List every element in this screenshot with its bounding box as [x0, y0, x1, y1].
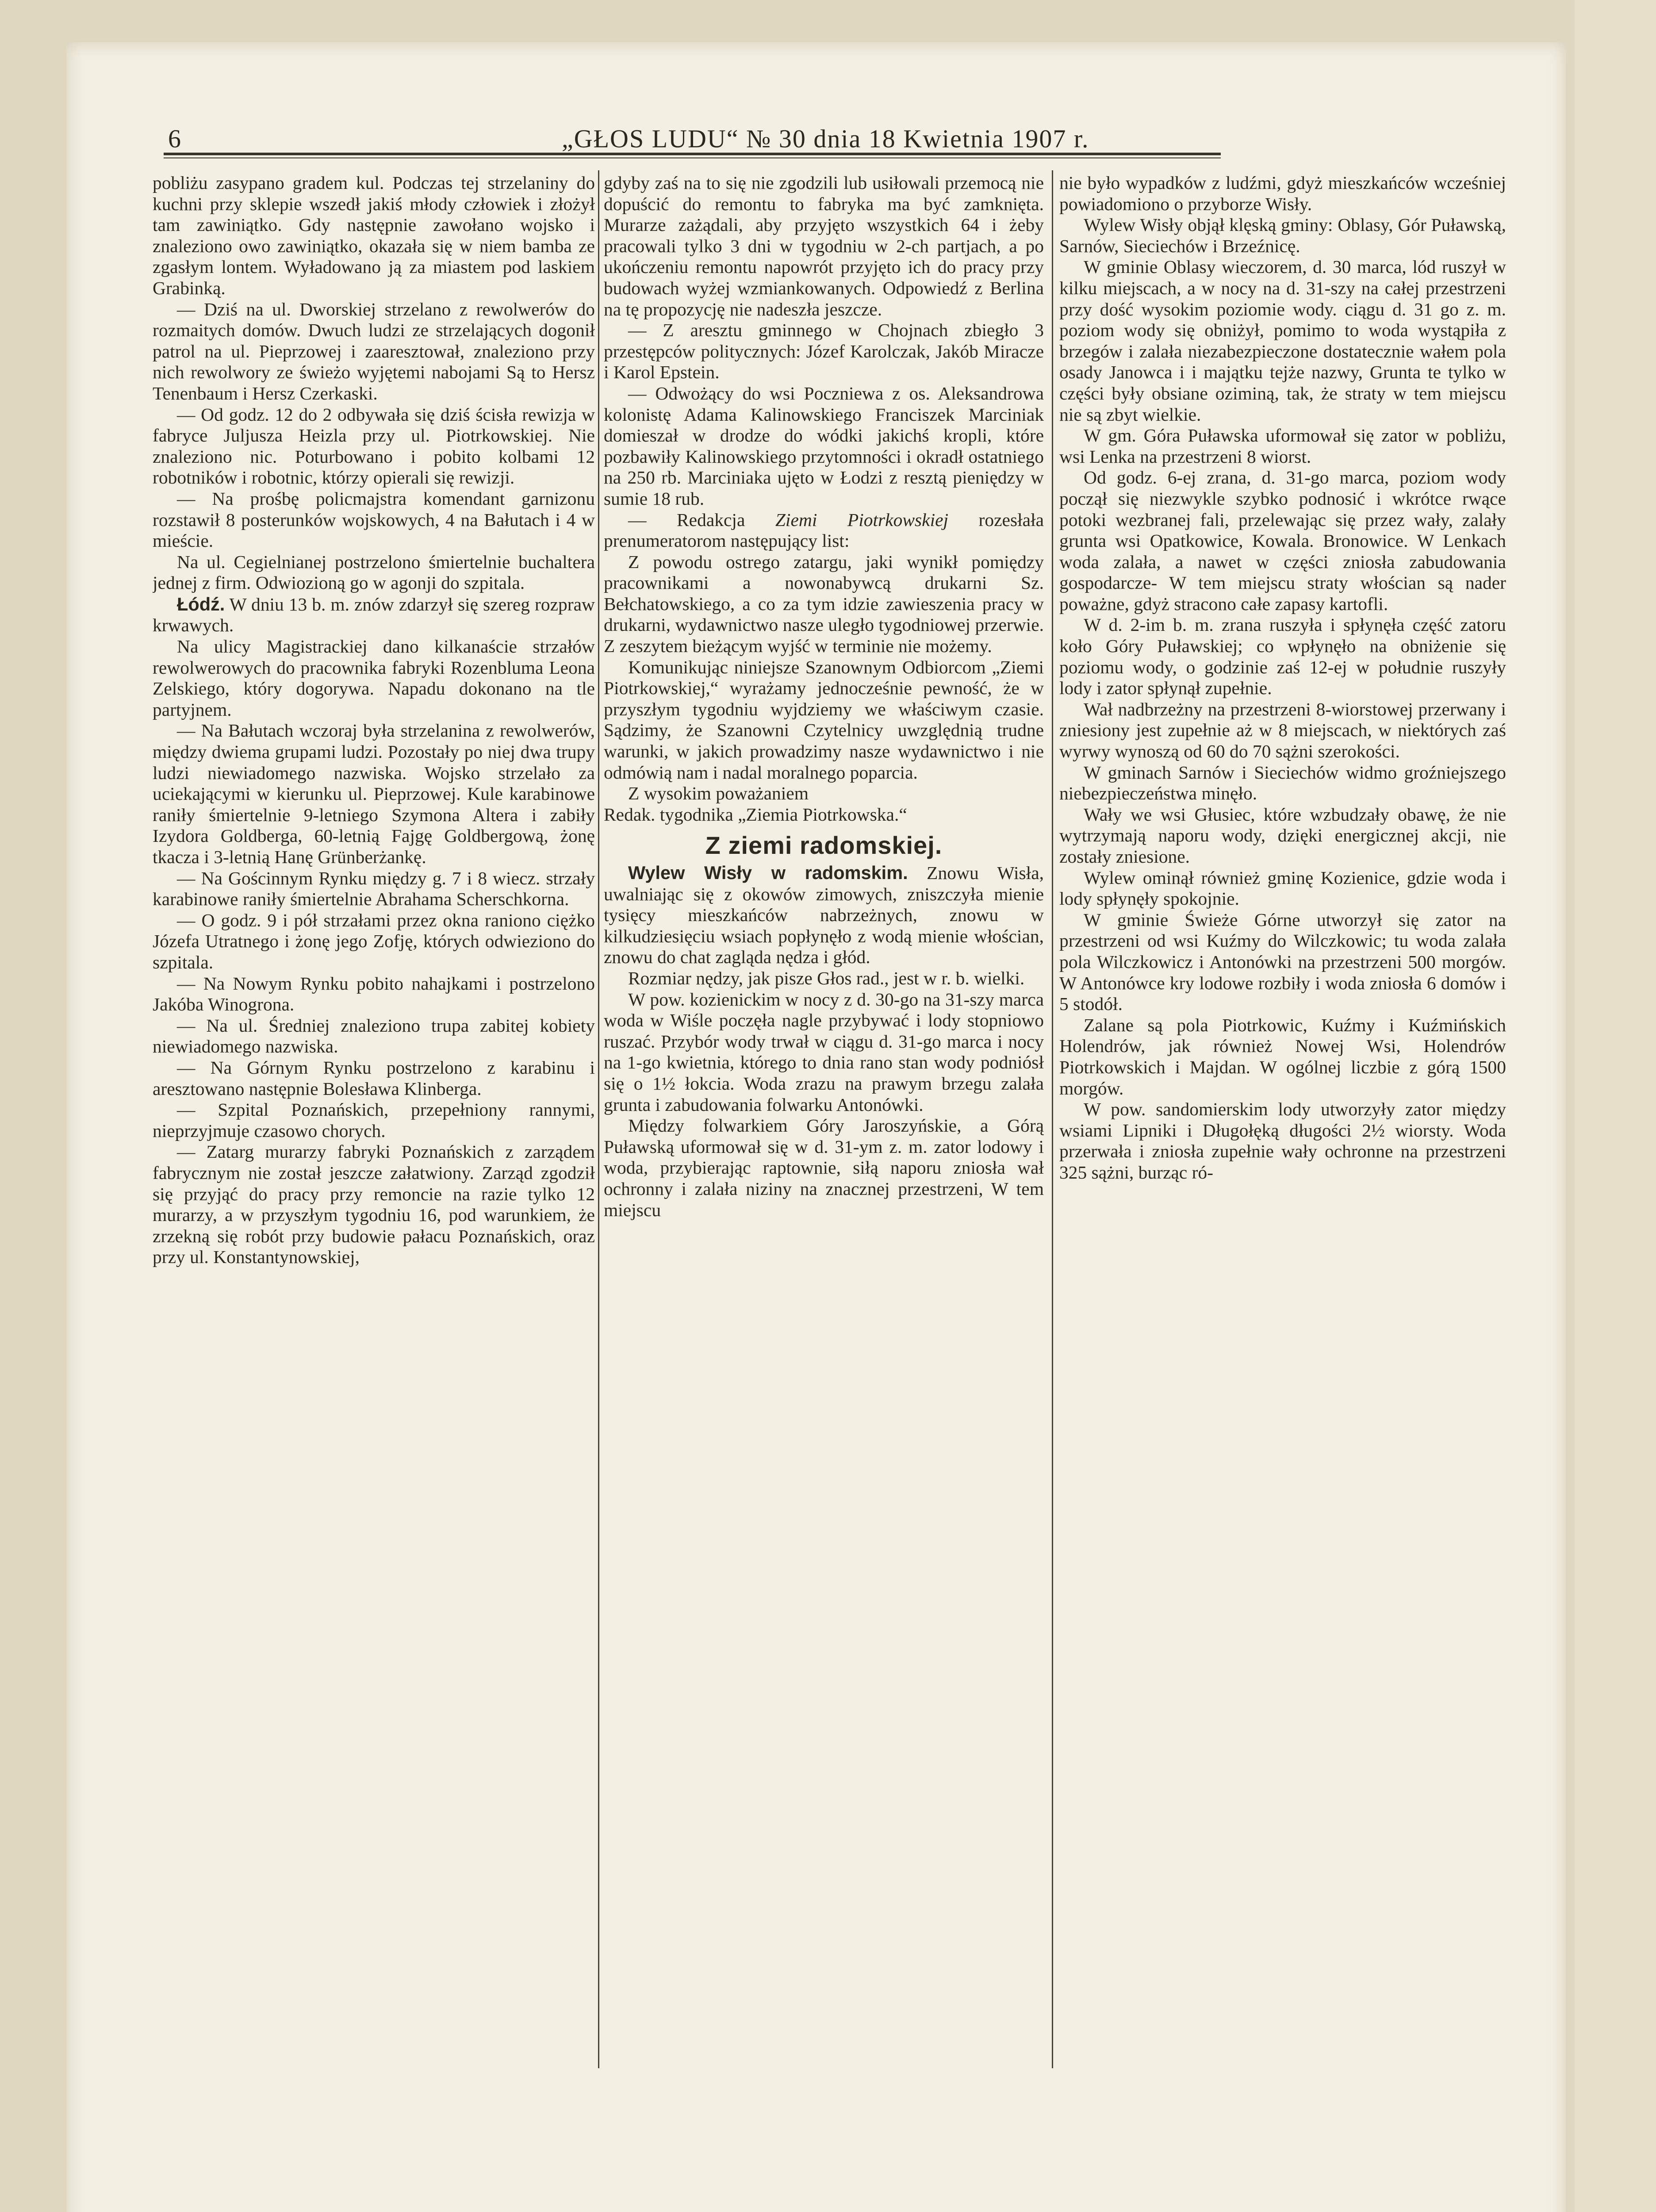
paragraph-text: Znowu Wisła, uwalniając się z okowów zimowych, zniszczyła mienie tysięcy mieszkańców nabrzeżnych, znowu w kilkudziesięciu wsiach popłynęło z wodą mienie włościan, znowu do chat zagląda nędza i głód.	[604, 863, 1044, 968]
article-paragraph	[153, 868, 595, 910]
article-paragraph	[1059, 1015, 1506, 1099]
paragraph-text: Rozmiar nędzy, jak pisze Głos rad., jest w r. b. wielki.	[628, 968, 1025, 988]
paragraph-text: Z powodu ostrego zatargu, jaki wynikł pomiędzy pracownikami a nowonabywcą drukarni Sz. Bełchatowskiego, a co za tym idzie zawieszenia pracy w drukarni, wydawnictwo nasze uległo tygodniowej przerwie. Z zeszytem bieżącym wyjść w terminie nie możemy.	[604, 551, 1044, 657]
article-paragraph	[1059, 173, 1506, 215]
paragraph-text: — Dziś na ul. Dworskiej strzelano z rewolwerów do rozmaitych domów. Dwuch ludzi ze strzelających dogonił patrol na ul. Pieprzowej i zaaresztował, znaleziono przy nich rewolwory ze świeżo wyjętemi nabojami Są to Hersz Tenenbaum i Hersz Czerkaski.	[153, 299, 595, 403]
paragraph-text: Na ulicy Magistrackiej dano kilkanaście strzałów rewolwerowych do pracownika fabryki Rozenbluma Leona Zelskiego, który dogorywa. Napadu dokonano na tle partyjnem.	[153, 636, 595, 720]
article-paragraph	[153, 173, 595, 299]
paragraph-text: W dniu 13 b. m. znów zdarzył się szereg rozpraw krwawych.	[153, 594, 595, 636]
paragraph-text: Wylew Wisły objął klęską gminy: Oblasy, Gór Puławską, Sarnów, Sieciechów i Brzeźnicę.	[1059, 215, 1506, 256]
paragraph-text: gdyby zaś na to się nie zgodzili lub usiłowali przemocą nie dopuścić do remontu to fabryka ma być zamknięta. Murarze zażądali, aby przyjęto wszystkich 64 i żeby pracowali tylko 3 dni w tygodniu w 2-ch partjach, a po ukończeniu remontu napowrót przyjęto ich do pracy przy budowach wyżej wzmiankowanych. Odpowiedź z Berlina na tę propozycję nie nadeszła jeszcze.	[604, 173, 1044, 319]
paragraph-text: Wały we wsi Głusiec, które wzbudzały obawę, że nie wytrzymają naporu wody, dzięki energicznej akcji, nie zostały zniesione.	[1059, 804, 1506, 867]
paragraph-text: W pow. kozienickim w nocy z d. 30-go na 31-szy marca woda w Wiśle poczęła nagle przybywać i lody stopniowo ruszać. Przybór wody trwał w ciągu d. 31-go marca i nocy na 1-go kwietnia, którego to dnia rano stan wody podniósł się o 1½ łokcia. Woda zrazu na prawym brzegu zalała grunta i zabudowania folwarku Antonówki.	[604, 989, 1044, 1115]
masthead-title: „GŁOS LUDU“ № 30 dnia 18 Kwietnia 1907 r.	[562, 124, 1089, 153]
article-paragraph	[153, 1057, 595, 1099]
article-paragraph	[153, 1015, 595, 1057]
article-paragraph	[1059, 868, 1506, 910]
column-divider	[1052, 170, 1053, 2068]
article-paragraph	[604, 804, 1044, 826]
paragraph-text: — Z aresztu gminnego w Chojnach zbiegło 3 przestępców politycznych: Józef Karolczak, Jakób Miracze i Karol Epstein.	[604, 320, 1044, 383]
article-paragraph	[604, 862, 1044, 968]
column-divider	[598, 170, 599, 2068]
paragraph-text: — Zatarg murarzy fabryki Poznańskich z zarządem fabrycznym nie został jeszcze załatwiony. Zarząd zgodził się przyjąć do pracy przy remoncie na razie tylko 12 murarzy, a w przyszłym tygodniu 16, pod warunkiem, że zrzekną się robót przy budowie pałacu Poznańskich, oraz przy ul. Konstantynowskiej,	[153, 1141, 595, 1267]
article-paragraph	[604, 173, 1044, 320]
article-paragraph	[153, 594, 595, 636]
paragraph-text-rest: rozesłała prenumeratorom następujący list:	[604, 509, 1044, 551]
article-paragraph	[1059, 257, 1506, 425]
article-paragraph	[153, 910, 595, 973]
article-paragraph	[1059, 762, 1506, 804]
paragraph-text: Na ul. Cegielnianej postrzelono śmiertelnie buchaltera jednej z firm. Odwiozioną go w agonji do szpitala.	[153, 551, 595, 593]
paragraph-text: Z wysokim poważaniem	[628, 783, 809, 804]
article-paragraph	[1059, 699, 1506, 762]
paragraph-text: W gm. Góra Puławska uformował się zator w pobliżu, wsi Lenka na przestrzeni 8 wiorst.	[1059, 425, 1506, 467]
article-paragraph	[153, 720, 595, 868]
article-paragraph	[604, 783, 1044, 804]
paragraph-text: W gminach Sarnów i Sieciechów widmo groźniejszego niebezpieczeństwa minęło.	[1059, 762, 1506, 804]
paragraph-text: — Na Bałutach wczoraj była strzelanina z rewolwerów, między dwiema grupami ludzi. Pozostały po niej dwa trupy ludzi niewiadomego nazwiska. Wojsko strzelało za uciekającymi w kierunku ul. Pieprzowej. Kule karabinowe raniły śmiertelnie 9-letniego Szymona Altera i zabiły Izydora Goldberga, 60-letnią Fajgę Goldbergową, żonę tkacza i 3-letnią Hanę Grünberżankę.	[153, 720, 595, 867]
paragraph-text: — Odwożący do wsi Poczniewa z os. Aleksandrowa kolonistę Adama Kalinowskiego Franciszek Marciniak domieszał w drodze do wódki jakichś kropli, które pozbawiły Kalinowskiego przytomności i okradł ostatniego na 250 rb. Marciniaka ujęto w Łodzi z resztą pieniędzy w sumie 18 rub.	[604, 383, 1044, 509]
paragraph-text: — Na Nowym Rynku pobito nahajkami i postrzelono Jakóba Winogrona.	[153, 973, 595, 1015]
article-paragraph	[153, 973, 595, 1015]
paragraph-italic: Ziemi Piotrkowskiej	[775, 509, 949, 530]
article-paragraph	[1059, 467, 1506, 614]
article-paragraph	[1059, 425, 1506, 467]
paragraph-text: Komunikując niniejsze Szanownym Odbiorcom „Ziemi Piotrkowskiej,“ wyrażamy jednocześnie pewność, że w przyszłym tygodniu wyjdziemy we właściwym czasie. Sądzimy, że Szanowni Czytelnicy uwzględnią trudne warunki, w jakich prowadzimy nasze wydawnictwo i nie odmówią nam i nadal moralnego poparcia.	[604, 657, 1044, 783]
article-paragraph	[153, 404, 595, 488]
article-paragraph	[604, 968, 1044, 989]
paragraph-text: — O godz. 9 i pół strzałami przez okna raniono ciężko Józefa Utratnego i żonę jego Zofję, których odwieziono do szpitala.	[153, 910, 595, 972]
paragraph-text: — Szpital Poznańskich, przepełniony rannymi, nieprzyjmuje czasowo chorych.	[153, 1099, 595, 1141]
paragraph-text: W gminie Oblasy wieczorem, d. 30 marca, lód ruszył w kilku miejscach, a w nocy na d. 31-szy na całej przestrzeni przy dość wysokim poziomie wody. ciągu d. 31 go z. m. poziom wody się obniżył, pomimo to woda wystąpiła z brzegów i zalała niezabezpieczone dostatecznie wałem pola osady Janowca i i majątku tejże nazwy, Grunta te tylko w części były obsiane oziminą, tak, że straty w tem miejscu nie są zbyt wielkie.	[1059, 257, 1506, 425]
paragraph-text: Wylew ominął również gminę Kozienice, gdzie woda i lody spłynęły spokojnie.	[1059, 867, 1506, 909]
paragraph-text: W d. 2-im b. m. zrana ruszyła i spłynęła część zatoru koło Góry Puławskiej; co wpłynęło na obniżenie się poziomu wody, o godzinie zaś 12-ej w południe ruszyły lody i zator spłynął zupełnie.	[1059, 614, 1506, 699]
article-paragraph	[604, 552, 1044, 657]
paragraph-text: Między folwarkiem Góry Jaroszyńskie, a Górą Puławską uformował się w d. 31-ym z. m. zator lodowy i woda, przybierając raptownie, siłą naporu zniosła wał ochronny i zalała niziny na znacznej przestrzeni, W tem miejscu	[604, 1115, 1044, 1220]
page-edge	[1575, 0, 1656, 2212]
article-paragraph	[153, 1141, 595, 1268]
paragraph-text: pobliżu zasypano gradem kul. Podczas tej strzelaniny do kuchni przy sklepie wszedł jakiś młody człowiek i złożył tam zawiniątko. Gdy następnie zawołano wojsko i znaleziono owo zawiniątko, okazała się w niem bamba ze zgasłym lontem. Wyładowano ją za miastem pod laskiem Grabinką.	[153, 173, 595, 298]
paragraph-text: — Na prośbę policmajstra komendant garnizonu rozstawił 8 posterunków wojskowych, 4 na Bałutach i 4 w mieście.	[153, 488, 595, 551]
article-paragraph	[604, 320, 1044, 383]
article-paragraph	[1059, 215, 1506, 257]
article-paragraph	[604, 1115, 1044, 1221]
paragraph-text: nie było wypadków z ludźmi, gdyż mieszkańców wcześniej powiadomiono o przyborze Wisły.	[1059, 173, 1506, 214]
paragraph-text: Od godz. 6-ej zrana, d. 31-go marca, poziom wody począł się niezwykle szybko podnosić i wkrótce rwące potoki wezbranej fali, przelewając się przez wały, zalały grunta wsi Opatkowice, Kowala. Bronowice. W Lenkach woda zalała, a nawet w części zniosła zabudowania gospodarcze- W tem miejscu straty włościan są nader poważne, gdyż stracono całe zapasy kartofli.	[1059, 467, 1506, 614]
header-rule-thin	[164, 157, 1221, 158]
text-column-1	[153, 173, 595, 2070]
article-paragraph	[1059, 910, 1506, 1015]
paragraph-text: W gminie Świeże Górne utworzył się zator na przestrzeni od wsi Kuźmy do Wilczkowic; tu woda zalała pola Wilczkowicz i Antonówki na przestrzeni 500 morgów. W Antonówce kry lodowe rozbiły i woda zniosła 6 domów i 5 stodół.	[1059, 909, 1506, 1014]
paragraph-text: — Redakcja	[628, 509, 775, 530]
paragraph-text: W pow. sandomierskim lody utworzyły zator między wsiami Lipniki i Długołęką długości 2½ wiorsty. Woda przerwała i zniosła zupełnie wały ochronne na przestrzeni 325 sążni, burząc ró-	[1059, 1099, 1506, 1183]
article-paragraph	[604, 383, 1044, 510]
header-rule	[164, 153, 1221, 155]
paragraph-text: — Na Gościnnym Rynku między g. 7 i 8 wiecz. strzały karabinowe raniły śmiertelnie Abrahama Scherschkorna.	[153, 868, 595, 910]
article-paragraph	[604, 989, 1044, 1116]
paragraph-text: Zalane są pola Piotrkowic, Kuźmy i Kuźmińskich Holendrów, jak również Nowej Wsi, Holendrów Piotrkowskich i Majdan. W ogólnej liczbie z górą 1500 morgów.	[1059, 1014, 1506, 1098]
paragraph-text: Wał nadbrzeżny na przestrzeni 8-wiorstowej przerwany i zniesiony jest zupełnie aż w 8 miejscach, w niektórych zaś wyrwy wynoszą od 60 do 70 sążni szerokości.	[1059, 699, 1506, 762]
article-paragraph	[153, 1099, 595, 1141]
article-paragraph	[604, 510, 1044, 552]
section-heading: Z ziemi radomskiej.	[705, 831, 943, 860]
text-column-2	[604, 173, 1044, 2070]
paragraph-text: — Na ul. Średniej znaleziono trupa zabitej kobiety niewiadomego nazwiska.	[153, 1015, 595, 1057]
article-paragraph	[153, 636, 595, 720]
page-number: 6	[168, 124, 182, 153]
article-paragraph	[153, 299, 595, 404]
article-paragraph	[153, 488, 595, 552]
article-paragraph	[1059, 1099, 1506, 1183]
paragraph-text: — Na Górnym Rynku postrzelono z karabinu i aresztowano następnie Bolesława Klinberga.	[153, 1057, 595, 1099]
article-paragraph	[1059, 614, 1506, 699]
text-column-3	[1059, 173, 1506, 2070]
article-paragraph	[153, 552, 595, 594]
article-paragraph	[604, 657, 1044, 783]
paragraph-text: — Od godz. 12 do 2 odbywała się dziś ścisła rewizja w fabryce Juljusza Heizla przy ul. Piotrkowskiej. Nie znaleziono nic. Poturbowano i pobito kolbami 12 robotników i robotnic, którzy opierali się rewizji.	[153, 404, 595, 488]
paragraph-lead: Wylew Wisły w radomskim.	[628, 862, 908, 883]
paragraph-text: Redak. tygodnika „Ziemia Piotrkowska.“	[604, 804, 907, 825]
article-paragraph	[1059, 804, 1506, 868]
paragraph-lead: Łódź.	[177, 593, 225, 614]
